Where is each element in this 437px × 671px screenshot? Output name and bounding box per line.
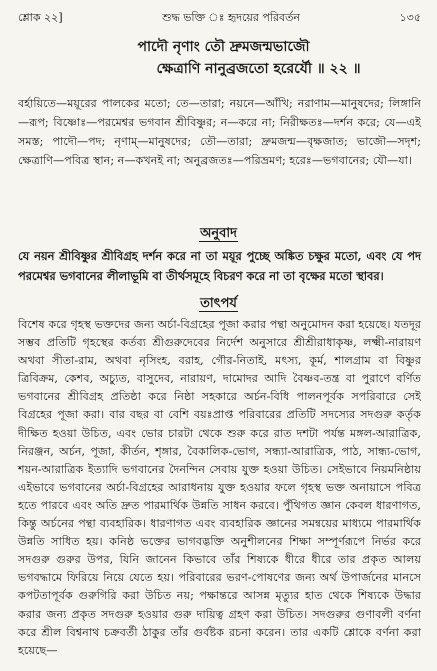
verse-line-1: পাদৌ নৃণাং তৌ দ্রুমজন্মভাজৌ [137,39,310,55]
translation-heading [0,224,437,245]
page-number: ১৩৫ [399,10,421,24]
verse-line-2: ক্ষেত্রাণি নানুব্রজতো হরের্যৌ ॥ ২২ ॥ [156,61,361,77]
translation-heading-label: অনুবাদ [200,226,237,241]
chapter-title: শুদ্ধ ভক্তি ঃ হৃদয়ের পরিবর্তন [162,10,300,24]
translation-text: যে নয়ন শ্রীবিষ্ণুর শ্রীবিগ্রহ দর্শন করে না তা ময়ূর পুচ্ছে অঙ্কিত চক্ষুর মতো, এবং যে পদ পরমেশ্বর ভগবানের লীলাভূমি বা তীর্থসমূহে বিচরণ করে না তা বৃক্ষের মতো স্থাবর। [18,249,421,283]
purport-text: বিশেষ করে গৃহস্থ ভক্তদের জন্য অর্চা-বিগ্রহের পূজা করার পন্থা অনুমোদন করা হয়েছে। যতদূর সম্ভব প্রতিটি গৃহস্থের কর্তব্য শ্রীগুরুদেবের নির্দেশ অনুসারে শ্রীশ্রীরাধাকৃষ্ণ, লক্ষ্মী-নারায়ণ অথবা সীতা-রাম, অথবা নৃসিংহ, বরাহ, গৌর-নিতাই, মৎস্য, কূর্ম, শালগ্রাম বা বিষ্ণুর ত্রিবিক্রম, কেশব, অচ্যুত, বাসুদেব, নারায়ণ, দামোদর আদি বৈষ্ণব-তন্ত্র বা পুরাণে বর্ণিত ভগবানের শ্রীবিগ্রহ প্রতিষ্ঠা করে নিষ্ঠা সহকারে অর্চন-বিধি পালনপূর্বক সপরিবারে সেই বিগ্রহের পূজা করা। বার বছর বা বেশি বয়ঃপ্রাপ্ত পরিবারের প্রতিটি সদস্যের সদগুরু কর্তৃক দীক্ষিত হওয়া উচিত, এবং ভোর চারটা থেকে শুরু করে রাত দশটা পর্যন্ত মঙ্গল-আরাত্রিক, নিরঞ্জন, অর্চন, পূজা, কীর্তন, শৃঙ্গার, বৈকালিক-ভোগ, সন্ধ্যা-আরাত্রিক, পাঠ, সান্ধ্য-ভোগ, শয়ন-আরাত্রিক ইত্যাদি ভগবানের দৈনন্দিন সেবায় যুক্ত হওয়া উচিত। সেইভাবে নিয়মনিষ্ঠায় এইভাবে ভগবানের অর্চা-বিগ্রহের আরাধনায় যুক্ত হওয়ার ফলে গৃহস্থ ভক্ত অনায়াসে পবিত্র হতে পারবে এবং অতি দ্রুত পারমার্থিক উন্নতি সাধন করবে। পুঁথিগত জ্ঞান কেবল ধারণাগত, কিন্তু অর্চনের পন্থা ব্যবহারিক। ধারণাগত এবং ব্যবহারিক জ্ঞানের সমন্বয়ের মাধ্যমে পারমার্থিক উন্নতি সাধিত হয়। কনিষ্ঠ ভক্তের ভাগবদ্ভক্তি অনুশীলনের শিক্ষা সম্পূর্ণরূপে নির্ভর করে সদগুরু গুরুর উপর, যিনি জানেন কিভাবে তাঁর শিষ্যকে ধীরে ধীরে তার প্রকৃত আলয় ভগবদ্ধামে ফিরিয়ে নিয়ে যেতে হয়। পরিবারের ভরণ-পোষণের জন্য অর্থ উপার্জনের মানসে কপটতাপূর্বক গুরুগিরি করা উচিত নয়; পক্ষান্তরে আসন্ন মৃত্যুর হাত থেকে শিষ্যকে উদ্ধার করার জন্য প্রকৃত সদগুরু হওয়ার গুরু দায়িত্ব গ্রহণ করা উচিত। সদগুরুর গুণাবলী বর্ণনা করে শ্রীল বিশ্বনাথ চক্রবর্তী ঠাকুর তাঁর গুর্বষ্টক রচনা করেন। তার একটি শ্লোকে বর্ণনা করা হয়েছে— [18,318,421,657]
verse-reference: শ্লোক ২২] [18,10,63,24]
purport-heading-label: তাৎপর্য [200,296,237,311]
sanskrit-verse [28,36,419,80]
page-header [18,10,421,26]
word-synonyms: বর্হায়িতে—ময়ূরের পালকের মতো; তে—তারা; নয়নে—আঁখি; নরাণাম—মানুষদের; লিঙ্গানি—রূপ; বিষ্ণোঃ—পরমেশ্বর ভগবান শ্রীবিষ্ণুর; ন—করে না; নিরীক্ষতঃ—দর্শন করে; যে—এই সমস্ত; পাদৌ—পদ; নৃণাম্—মানুষদের; তৌ—তারা; দ্রুমজন্ম—বৃক্ষজাত; ভাজৌ—সদৃশ; ক্ষেত্রাণি—পবিত্র স্থান; ন—কখনই না; অনুব্রজতঃ—পরিভ্রমণ; হরেঃ—ভগবানের; যৌ—যা। [18,97,421,167]
purport-heading [0,294,437,315]
